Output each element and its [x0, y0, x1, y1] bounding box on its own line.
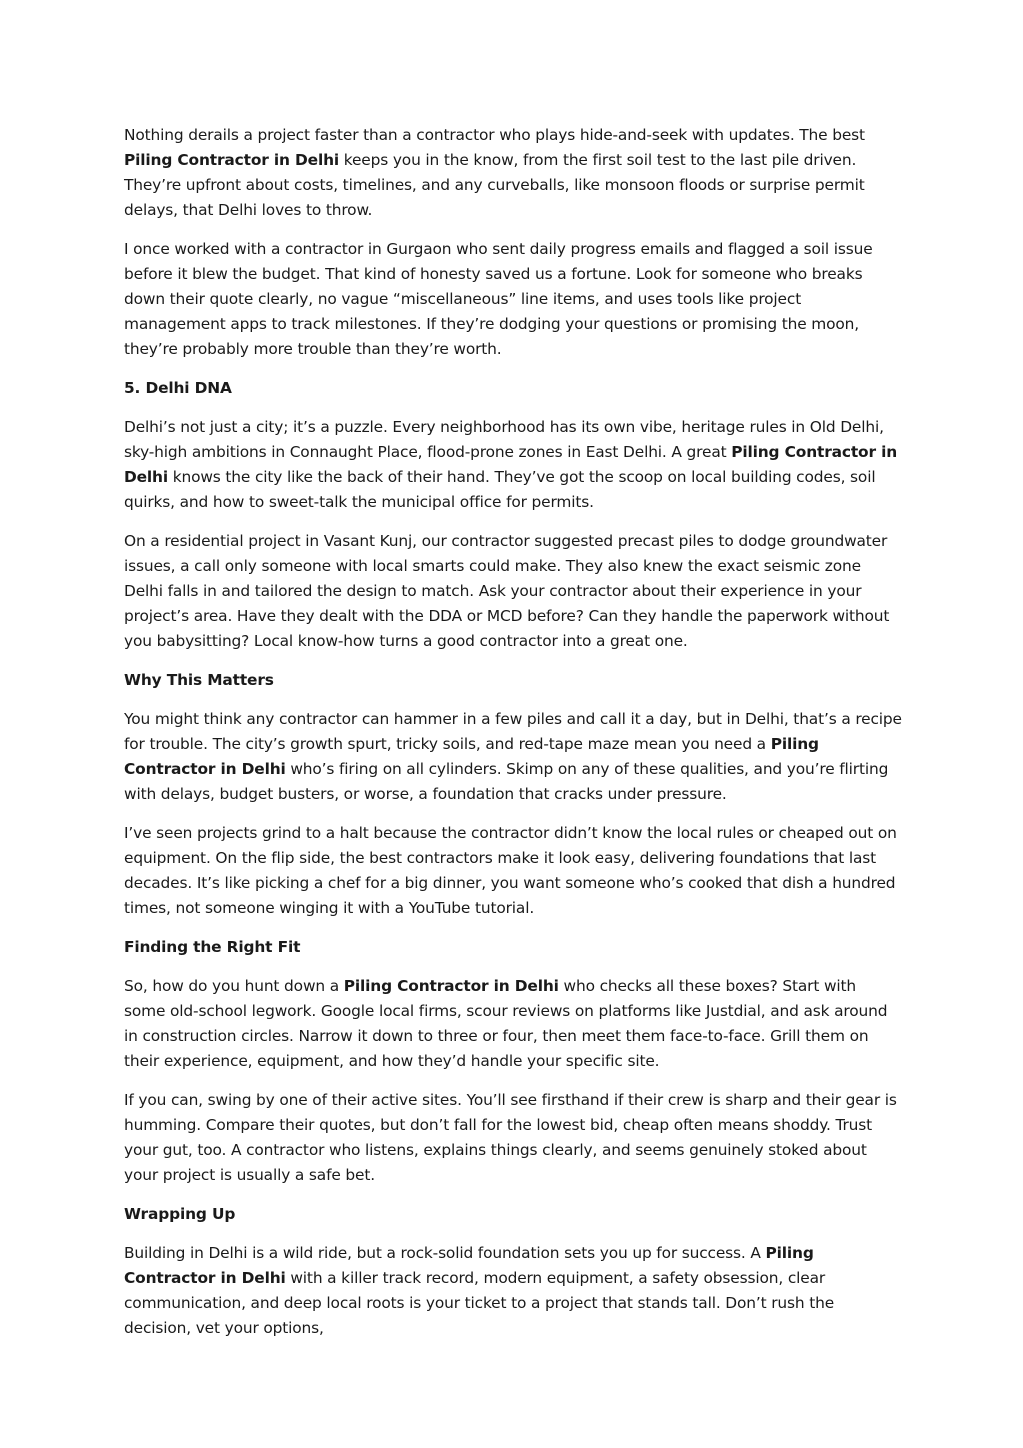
- paragraph-conclusion: Building in Delhi is a wild ride, but a rock-solid foundation sets you up for success. A Piling Contractor in Delhi with a killer track record, modern equipment, a safety obsession, clear communication, and deep local roots is your ticket to a project that stands tall. Don’t rush the decision, vet your options,: [124, 1244, 835, 1337]
- paragraph-active-sites: If you can, swing by one of their active sites. You’ll see firsthand if their crew is sharp and their gear is humming. Compare their quotes, but don’t fall for the lowest bid, cheap often means shoddy. Trust your gut, too. A contractor who listens, explains things clearly, and seems genuinely stoked about your project is usually a safe bet.: [124, 1091, 897, 1184]
- heading-why-this-matters: Why This Matters: [124, 671, 274, 689]
- heading-wrapping-up: Wrapping Up: [124, 1205, 236, 1223]
- paragraph-why-matters: You might think any contractor can hammer in a few piles and call it a day, but in Delhi, that’s a recipe for trouble. The city’s growth spurt, tricky soils, and red-tape maze mean you need a Piling Contractor in Delhi who’s firing on all cylinders. Skimp on any of these qualities, and you’re flirting with delays, budget busters, or worse, a foundation that cracks under pressure.: [124, 710, 902, 803]
- keyword-bold: Piling Contractor in Delhi: [124, 735, 819, 778]
- keyword-bold: Piling Contractor in Delhi: [124, 1244, 814, 1287]
- paragraph-delhi-puzzle: Delhi’s not just a city; it’s a puzzle. Every neighborhood has its own vibe, heritage rules in Old Delhi, sky-high ambitions in Connaught Place, flood-prone zones in East Delhi. A great Piling Contractor in Delhi knows the city like the back of their hand. They’ve got the scoop on local building codes, soil quirks, and how to sweet-talk the municipal office for permits.: [124, 418, 898, 511]
- paragraph-hunt-down: So, how do you hunt down a Piling Contractor in Delhi who checks all these boxes? Start with some old-school legwork. Google local firms, scour reviews on platforms like Justdial, and ask around in construction circles. Narrow it down to three or four, then meet them face-to-face. Grill them on their experience, equipment, and how they’d handle your specific site.: [124, 977, 888, 1070]
- paragraph-gurgaon-story: I once worked with a contractor in Gurgaon who sent daily progress emails and flagged a soil issue before it blew the budget. That kind of honesty saved us a fortune. Look for someone who breaks down their quote clearly, no vague “miscellaneous” line items, and uses tools like project management apps to track milestones. If they’re dodging your questions or promising the moon, they’re probably more trouble than they’re worth.: [124, 240, 873, 358]
- heading-delhi-dna: 5. Delhi DNA: [124, 379, 232, 397]
- paragraph-vasant-kunj: On a residential project in Vasant Kunj, our contractor suggested precast piles to dodge groundwater issues, a call only someone with local smarts could make. They also knew the exact seismic zone Delhi falls in and tailored the design to match. Ask your contractor about their experience in your project’s area. Have they dealt with the DDA or MCD before? Can they handle the paperwork without you babysitting? Local know-how turns a good contractor into a great one.: [124, 532, 890, 650]
- document-body: [124, 123, 902, 1355]
- keyword-bold: Piling Contractor in Delhi: [124, 443, 898, 486]
- paragraph-transparency: Nothing derails a project faster than a contractor who plays hide-and-seek with updates. The best Piling Contractor in Delhi keeps you in the know, from the first soil test to the last pile driven. They’re upfront about costs, timelines, and any curveballs, like monsoon floods or surprise permit delays, that Delhi loves to throw.: [124, 126, 865, 219]
- keyword-bold: Piling Contractor in Delhi: [343, 977, 559, 995]
- keyword-bold: Piling Contractor in Delhi: [124, 151, 340, 169]
- paragraph-projects-halt: I’ve seen projects grind to a halt because the contractor didn’t know the local rules or cheaped out on equipment. On the flip side, the best contractors make it look easy, delivering foundations that last decades. It’s like picking a chef for a big dinner, you want someone who’s cooked that dish a hundred times, not someone winging it with a YouTube tutorial.: [124, 824, 897, 917]
- heading-finding-right-fit: Finding the Right Fit: [124, 938, 301, 956]
